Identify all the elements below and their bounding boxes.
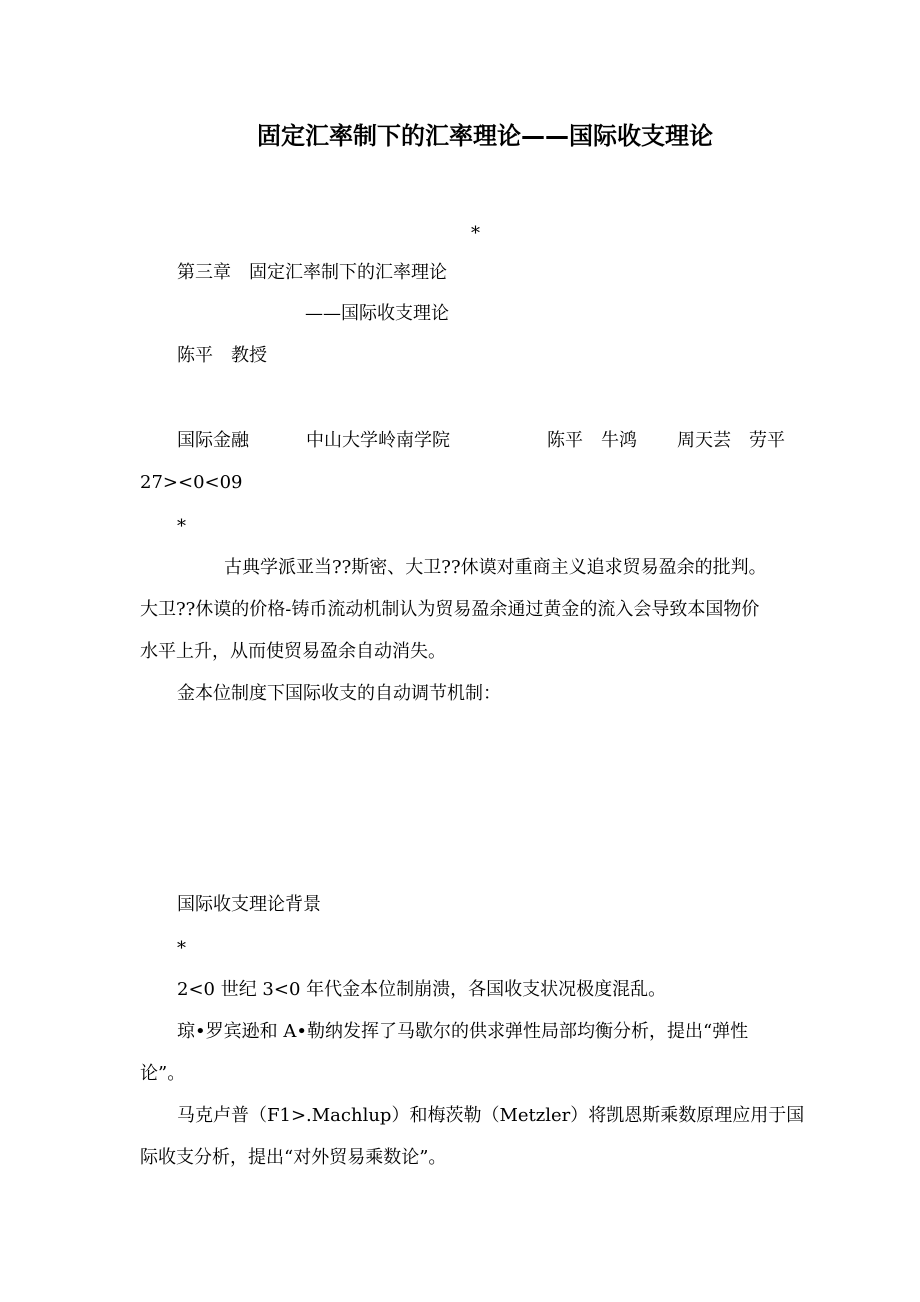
section-heading: 金本位制度下国际收支的自动调节机制： bbox=[177, 683, 501, 704]
chapter-heading: 第三章 固定汇率制下的汇率理论 bbox=[177, 262, 447, 283]
star-marker: * bbox=[471, 223, 480, 244]
author-line: 陈平 教授 bbox=[177, 345, 267, 366]
paragraph-line: 水平上升，从而使贸易盈余自动消失。 bbox=[140, 641, 446, 662]
info-line bbox=[0, 429, 920, 453]
paragraph-line: 琼•罗宾逊和 A•勒纳发挥了马歇尔的供求弹性局部均衡分析，提出“弹性 bbox=[177, 1021, 749, 1042]
star-marker: * bbox=[177, 938, 186, 959]
instructor-names-2: 周天芸 劳平 bbox=[677, 430, 785, 451]
section-heading: 国际收支理论背景 bbox=[177, 894, 321, 915]
school-name: 中山大学岭南学院 bbox=[306, 430, 450, 451]
paragraph-line: 马克卢普（F1>.Machlup）和梅茨勒（Metzler）将凯恩斯乘数原理应用于国 bbox=[177, 1105, 805, 1126]
paragraph-line: 际收支分析，提出“对外贸易乘数论”。 bbox=[140, 1147, 447, 1168]
code-line: 27><0<09 bbox=[140, 472, 243, 493]
instructor-names: 陈平 牛鸿 bbox=[547, 430, 637, 451]
paragraph-line: 论”。 bbox=[140, 1063, 186, 1084]
paragraph-line: 古典学派亚当??斯密、大卫??休谟对重商主义追求贸易盈余的批判。 bbox=[224, 557, 767, 578]
star-marker: * bbox=[177, 516, 186, 537]
course-name: 国际金融 bbox=[177, 430, 249, 451]
paragraph-line: 2<0 世纪 3<0 年代金本位制崩溃，各国收支状况极度混乱。 bbox=[177, 979, 667, 1000]
chapter-subtitle: ——国际收支理论 bbox=[305, 303, 449, 324]
document-title: 固定汇率制下的汇率理论——国际收支理论 bbox=[257, 122, 713, 150]
paragraph-line: 大卫??休谟的价格-铸币流动机制认为贸易盈余通过黄金的流入会导致本国物价 bbox=[140, 599, 760, 620]
